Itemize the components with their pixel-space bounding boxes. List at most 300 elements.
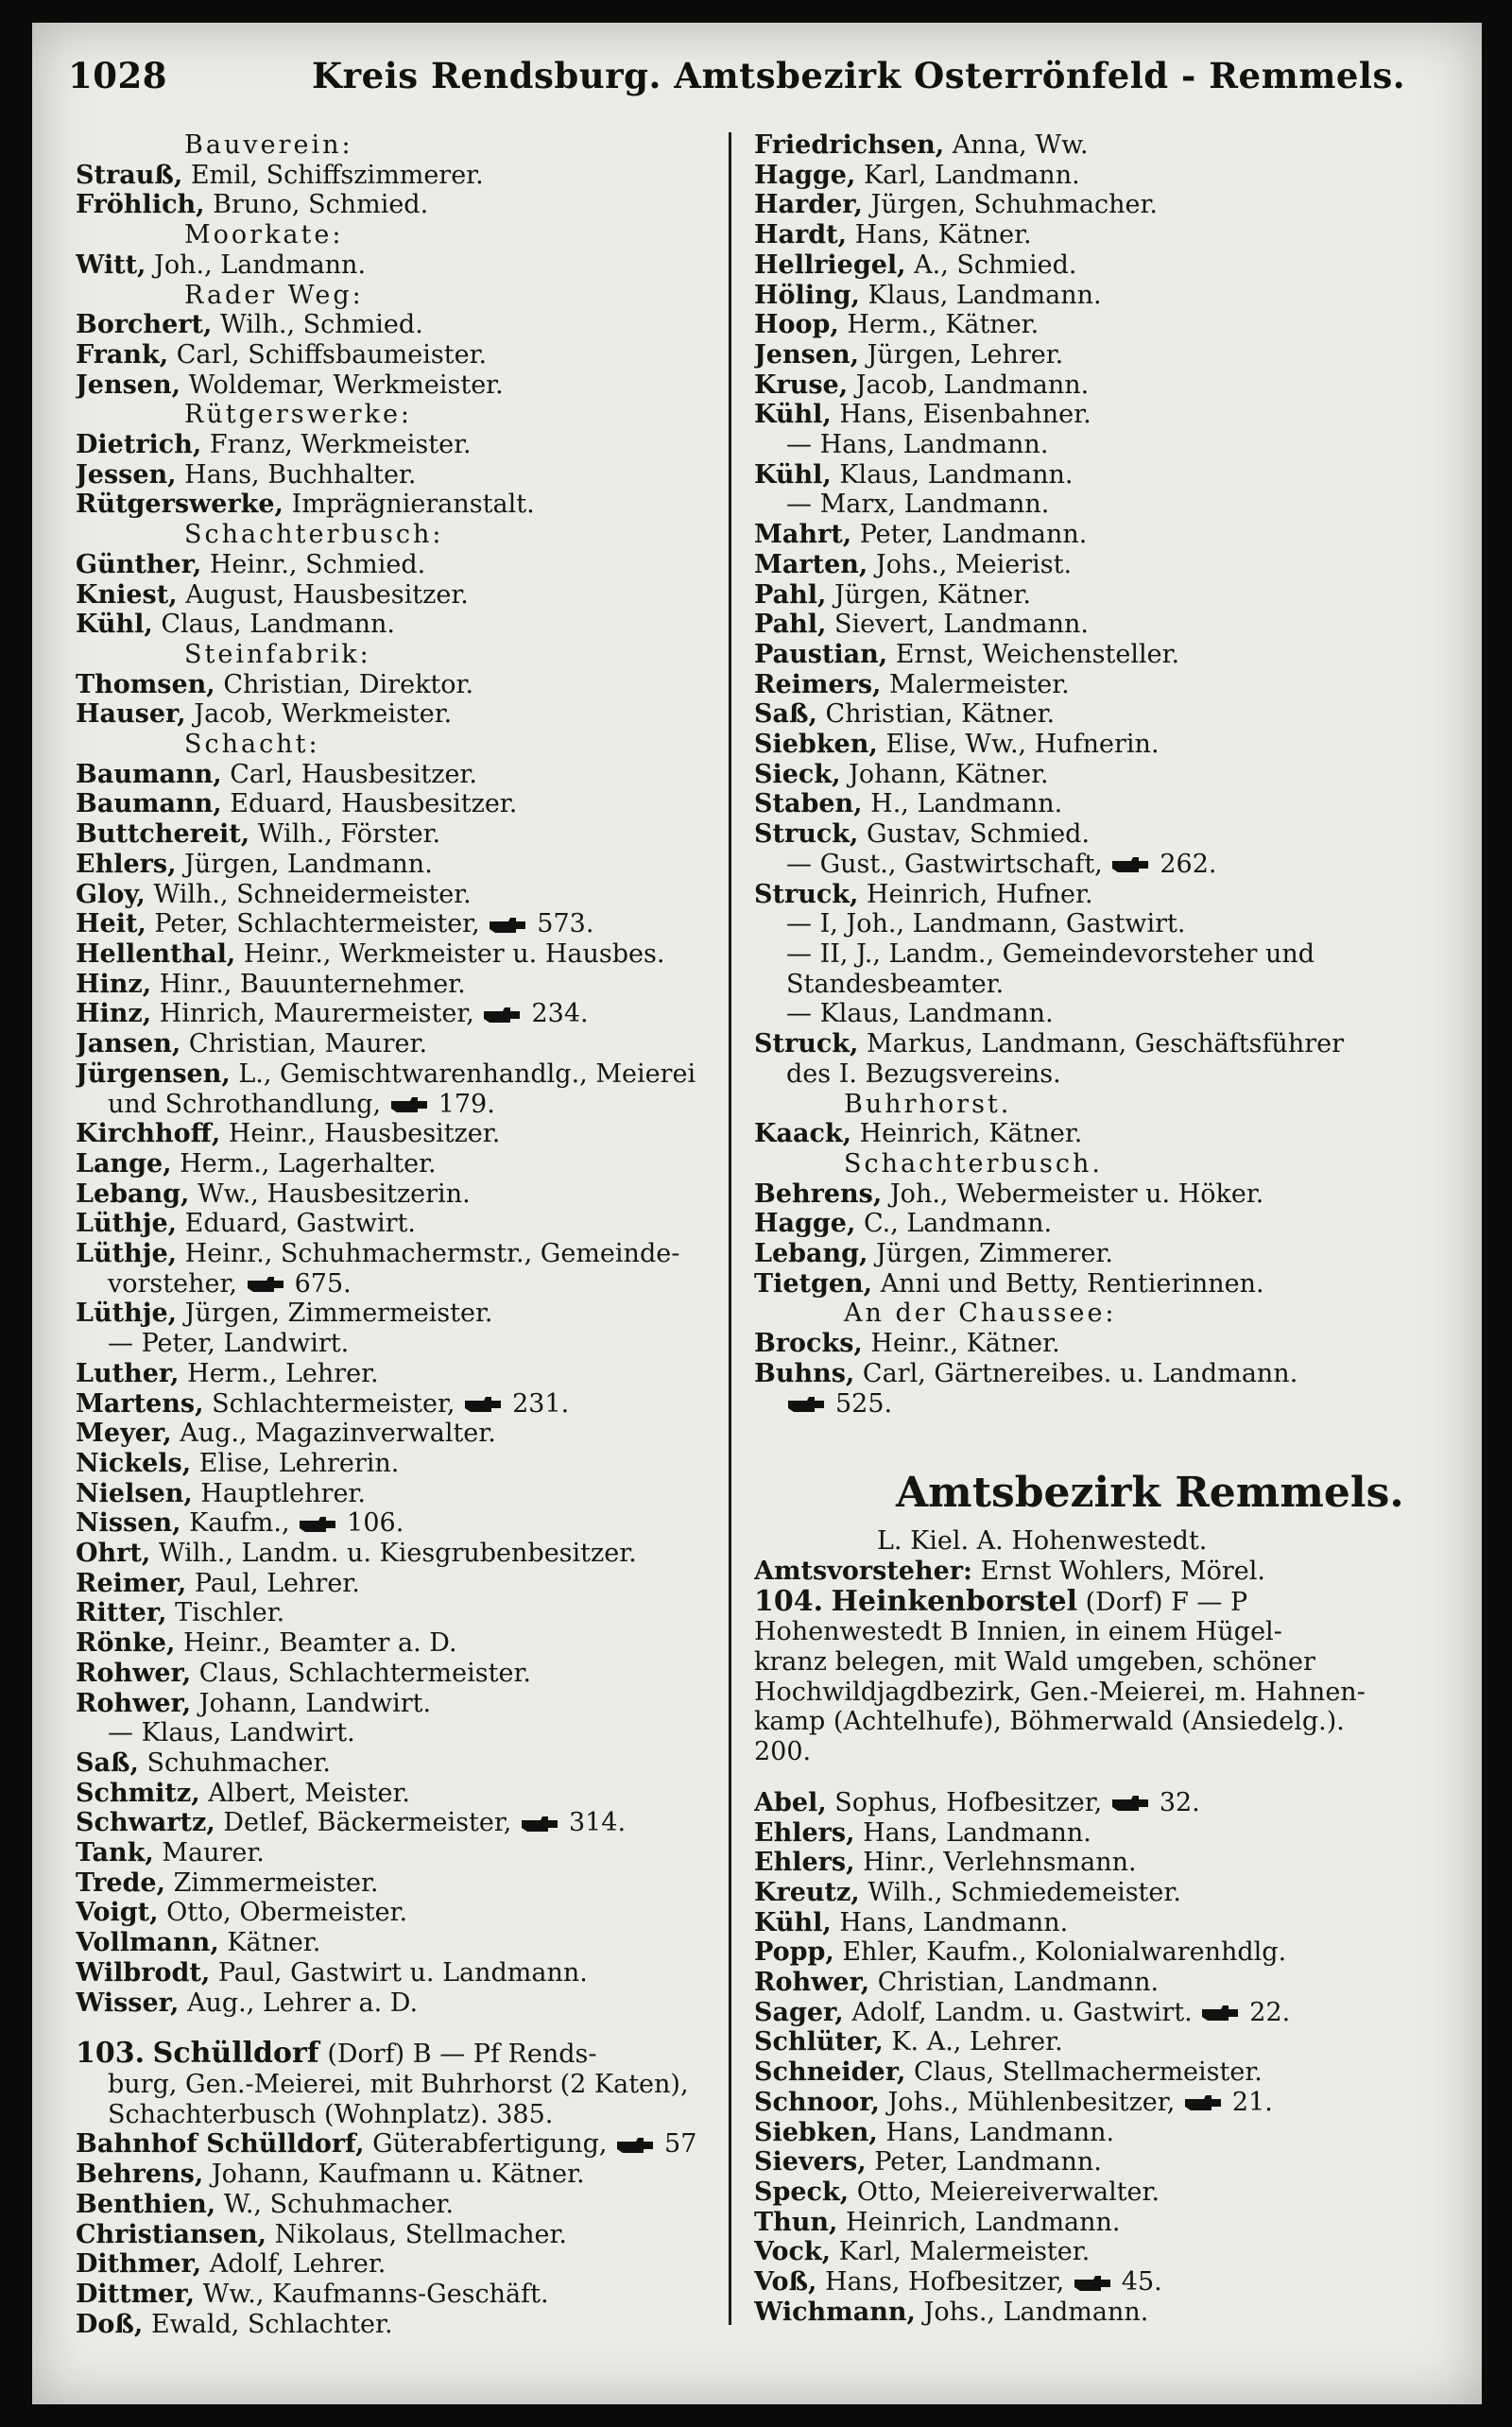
entry-name: Mahrt, — [754, 520, 852, 550]
entry-name: Hauser, — [76, 699, 186, 730]
directory-entry — [76, 1598, 728, 1628]
entry-name: Kniest, — [76, 579, 178, 610]
entry-details: Herm., Lehrer. — [187, 1358, 379, 1388]
directory-entry — [754, 550, 1435, 580]
directory-entry — [754, 1617, 1435, 1647]
entry-details: Aug., Magazinverwalter. — [180, 1419, 496, 1449]
entry-details: Ww., Hausbesitzerin. — [198, 1179, 471, 1209]
entry-details: Herm., Kätner. — [847, 310, 1040, 340]
entry-name: Nickels, — [76, 1448, 192, 1478]
directory-entry — [76, 370, 728, 401]
directory-entry — [754, 610, 1435, 640]
entry-name: Dithmer, — [76, 2249, 202, 2280]
entry-details: Jacob, Landmann. — [855, 370, 1090, 400]
entry-name: Reimer, — [76, 1568, 187, 1598]
entry-details: Hinr., Bauunternehmer. — [159, 969, 466, 999]
entry-name: Voß, — [754, 2267, 817, 2298]
entry-details: Adolf, Landm. u. Gastwirt. — [851, 1997, 1193, 2027]
telephone-hand-icon — [482, 1006, 522, 1024]
directory-entry — [754, 220, 1435, 250]
entry-details: Elise, Lehrerin. — [198, 1448, 400, 1478]
telephone-hand-icon — [463, 1395, 503, 1414]
entry-details: Bruno, Schmied. — [213, 190, 429, 220]
entry-details: 200. — [754, 1737, 812, 1767]
entry-details: Paul, Lehrer. — [194, 1568, 360, 1598]
page-number: 1028 — [68, 55, 167, 96]
directory-entry — [754, 1707, 1435, 1737]
entry-details: Hans, Landmann. — [839, 1907, 1069, 1937]
entry-details: Joh., Landmann. — [154, 250, 367, 280]
entry-name: Gloy, — [76, 879, 146, 909]
directory-entry — [76, 1868, 728, 1899]
directory-entry — [76, 880, 728, 910]
entry-name: Staben, — [754, 789, 863, 819]
entry-name: Sieck, — [754, 759, 841, 789]
district-info: L. Kiel. A. Hohenwestedt. — [877, 1526, 1208, 1557]
entry-name: Trede, — [76, 1868, 165, 1898]
directory-entry — [76, 760, 728, 790]
entry-details: Tischler. — [175, 1598, 285, 1628]
entry-details: H., Landmann. — [870, 789, 1063, 819]
directory-entry — [754, 880, 1435, 910]
entry-details: Maurer. — [162, 1838, 265, 1868]
entry-name: Kreutz, — [754, 1877, 860, 1907]
entry-name: Dittmer, — [76, 2279, 196, 2309]
entry-details: — II, J., Landm., Gemeindevorsteher und — [786, 938, 1315, 969]
entry-name: Ohrt, — [76, 1539, 151, 1569]
entry-name: Sager, — [754, 1997, 844, 2027]
directory-entry — [754, 2267, 1435, 2298]
entry-name: Martens, — [76, 1388, 204, 1419]
entry-name: Jensen, — [754, 339, 859, 370]
directory-entry — [754, 2088, 1435, 2118]
phone-number: 32. — [1159, 1787, 1200, 1817]
entry-details: Christian, Kätner. — [825, 699, 1056, 730]
directory-entry — [754, 789, 1435, 819]
village-entry — [76, 2039, 728, 2070]
entry-name: Rütgerswerke, — [76, 490, 284, 520]
entry-details: Claus, Stellmachermeister. — [913, 2057, 1263, 2088]
telephone-hand-icon — [1110, 1794, 1150, 1813]
entry-details: — I, Joh., Landmann, Gastwirt. — [786, 909, 1186, 939]
directory-entry — [76, 190, 728, 220]
directory-entry — [76, 2129, 728, 2160]
directory-entry — [754, 310, 1435, 340]
directory-entry — [754, 999, 1435, 1029]
directory-entry — [754, 1119, 1435, 1149]
entry-name: Jensen, — [76, 370, 180, 400]
phone-number: 106. — [347, 1508, 404, 1539]
entry-details: Johann, Landwirt. — [198, 1688, 432, 1718]
entry-details: Jürgen, Lehrer. — [867, 339, 1064, 370]
phone-number: 21. — [1231, 2087, 1273, 2117]
entry-name: Siebken, — [754, 730, 878, 760]
directory-entry — [754, 340, 1435, 370]
directory-entry — [754, 1209, 1435, 1239]
entry-name: Christiansen, — [76, 2219, 267, 2249]
entry-name: Saß, — [754, 699, 817, 730]
entry-details: Peter, Landmann. — [859, 520, 1088, 550]
directory-entry — [76, 1389, 728, 1420]
directory-entry — [76, 2070, 728, 2100]
entry-details: Heinr., Schuhmachermstr., Gemeinde- — [184, 1239, 680, 1269]
street-heading: Schachterbusch. — [844, 1148, 1103, 1179]
directory-entry — [76, 1779, 728, 1809]
directory-entry — [76, 1149, 728, 1179]
directory-entry — [76, 1988, 728, 2019]
entry-details: Carl, Hausbesitzer. — [230, 759, 477, 789]
directory-entry — [76, 2100, 728, 2130]
phone-number: 231. — [512, 1388, 570, 1419]
entry-name: Struck, — [754, 1029, 859, 1059]
entry-name: Schwartz, — [76, 1808, 215, 1838]
entry-name: Lebang, — [754, 1239, 868, 1269]
directory-entry — [754, 1269, 1435, 1300]
entry-name: Vollmann, — [76, 1928, 219, 1958]
entry-details: Johs., Landmann. — [923, 2297, 1149, 2327]
entry-name: Kaack, — [754, 1119, 852, 1149]
directory-entry — [76, 310, 728, 340]
directory-entry — [754, 400, 1435, 430]
entry-details: Paul, Gastwirt u. Landmann. — [217, 1957, 588, 1988]
directory-entry — [76, 819, 728, 850]
entry-details: Hans, Landmann. — [885, 2117, 1115, 2147]
entry-name: Luther, — [76, 1358, 180, 1388]
directory-entry — [76, 1209, 728, 1239]
directory-entry — [76, 1748, 728, 1779]
telephone-hand-icon — [389, 1095, 429, 1114]
entry-details: — Klaus, Landwirt. — [108, 1718, 355, 1748]
phone-number: 525. — [835, 1388, 893, 1419]
directory-entry — [76, 999, 728, 1029]
entry-name: Jessen, — [76, 459, 177, 490]
entry-name: Wichmann, — [754, 2297, 916, 2327]
entry-details: A., Schmied. — [914, 250, 1077, 280]
entry-details: Johann, Kaufmann u. Kätner. — [211, 2160, 585, 2190]
directory-entry — [76, 1689, 728, 1719]
entry-name: Hoop, — [754, 310, 839, 340]
entry-details: Hohenwestedt B Innien, in einem Hügel- — [754, 1617, 1282, 1647]
entry-name: Vock, — [754, 2237, 832, 2267]
directory-entry — [76, 1628, 728, 1659]
telephone-hand-icon — [615, 2136, 655, 2155]
entry-name: Hagge, — [754, 160, 856, 190]
entry-name: Schlüter, — [754, 2027, 884, 2057]
phone-number: 573. — [537, 909, 594, 939]
directory-entry — [76, 1329, 728, 1359]
entry-name: Günther, — [76, 549, 202, 579]
directory-entry — [76, 1928, 728, 1958]
entry-details: Heinr., Hausbesitzer. — [228, 1119, 501, 1149]
entry-details: W., Schuhmacher. — [223, 2189, 455, 2219]
directory-entry — [76, 1718, 728, 1748]
directory-entry — [754, 1848, 1435, 1878]
entry-details: Jürgen, Kätner. — [833, 579, 1031, 610]
directory-entry — [76, 1479, 728, 1509]
directory-entry — [754, 1998, 1435, 2028]
directory-entry — [76, 699, 728, 730]
entry-details: Claus, Landmann. — [161, 610, 395, 640]
telephone-hand-icon — [298, 1515, 337, 1534]
phone-number: 45. — [1121, 2267, 1162, 2298]
section-heading: Amtsbezirk Remmels. — [896, 1469, 1404, 1518]
directory-entry — [754, 281, 1435, 311]
entry-name: Doß, — [76, 2309, 144, 2339]
entry-details: K. A., Lehrer. — [891, 2027, 1063, 2057]
entry-name: Kühl, — [754, 400, 832, 430]
entry-name: Hagge, — [754, 1209, 856, 1239]
entry-details: Heinr., Beamter a. D. — [182, 1628, 457, 1659]
entry-details: Peter, Schlachtermeister, — [154, 909, 480, 939]
directory-entry — [76, 250, 728, 281]
entry-name: Tank, — [76, 1838, 154, 1868]
entry-name: Ehlers, — [754, 1817, 855, 1848]
entry-details: Heinr., Kätner. — [870, 1329, 1060, 1359]
entry-details: Hochwildjagdbezirk, Gen.-Meierei, m. Hahnen- — [754, 1677, 1366, 1707]
street-heading: Moorkate: — [184, 220, 344, 250]
directory-entry — [754, 2147, 1435, 2177]
left-column — [76, 130, 728, 2339]
directory-entry — [754, 1878, 1435, 1908]
directory-entry — [754, 430, 1435, 460]
telephone-hand-icon — [1110, 855, 1150, 874]
entry-name: Schmitz, — [76, 1778, 200, 1808]
entry-details: Imprägnieranstalt. — [291, 490, 535, 520]
spacer — [76, 2018, 728, 2039]
entry-name: Behrens, — [76, 2160, 204, 2190]
phone-number: 57 — [664, 2129, 697, 2160]
entry-details: Zimmermeister. — [173, 1868, 379, 1898]
directory-entry — [76, 1508, 728, 1539]
entry-details: Schlachtermeister, — [212, 1388, 455, 1419]
entry-details: Jürgen, Schuhmacher. — [870, 190, 1158, 220]
entry-name: Dietrich, — [76, 430, 202, 460]
entry-details: Malermeister. — [889, 669, 1070, 699]
directory-entry — [76, 1269, 728, 1300]
entry-details: — Peter, Landwirt. — [108, 1329, 350, 1359]
entry-name: Ritter, — [76, 1598, 167, 1628]
entry-details: Nikolaus, Stellmacher. — [274, 2219, 567, 2249]
column-divider — [729, 132, 731, 2325]
entry-details: Sophus, Hofbesitzer, — [834, 1787, 1103, 1817]
phone-number: 314. — [568, 1808, 627, 1838]
entry-details: Jürgen, Zimmerer. — [876, 1239, 1113, 1269]
village-number: 103. — [76, 2039, 146, 2070]
directory-entry — [76, 1659, 728, 1689]
entry-details: Albert, Meister. — [208, 1778, 410, 1808]
entry-details: Christian, Direktor. — [223, 669, 474, 699]
entry-details: Heinr., Schmied. — [209, 549, 426, 579]
village-description: (Dorf) F — P — [1085, 1587, 1248, 1617]
directory-entry — [76, 1539, 728, 1569]
entry-name: Strauß, — [76, 160, 183, 190]
entry-details: Heinr., Werkmeister u. Hausbes. — [243, 938, 665, 969]
entry-details: Elise, Ww., Hufnerin. — [885, 730, 1160, 760]
entry-details: Peter, Landmann. — [874, 2147, 1102, 2177]
directory-entry — [754, 130, 1435, 161]
village-name: Schülldorf — [152, 2039, 319, 2070]
directory-entry — [754, 1359, 1435, 1389]
directory-entry — [76, 2160, 728, 2190]
entry-details: Gustav, Schmied. — [866, 819, 1091, 850]
entry-name: Ehlers, — [754, 1848, 855, 1878]
entry-details: Jürgen, Zimmermeister. — [184, 1299, 493, 1329]
street-heading: Schachterbusch: — [184, 520, 444, 550]
entry-name: Baumann, — [76, 789, 222, 819]
entry-name: Lange, — [76, 1148, 172, 1179]
telephone-hand-icon — [488, 916, 527, 935]
entry-details: Claus, Schlachtermeister. — [198, 1658, 531, 1688]
directory-entry — [754, 580, 1435, 611]
directory-entry — [76, 970, 728, 1000]
directory-entry — [754, 970, 1435, 1000]
entry-name: Wilbrodt, — [76, 1957, 211, 1988]
street-heading: Buhrhorst. — [844, 1089, 1012, 1119]
telephone-hand-icon — [1183, 2093, 1223, 2112]
entry-name: Kühl, — [76, 610, 153, 640]
entry-name: Frank, — [76, 339, 169, 370]
entry-name: Rohwer, — [754, 1968, 870, 1998]
entry-name: Nissen, — [76, 1508, 181, 1539]
entry-details: Franz, Werkmeister. — [209, 430, 472, 460]
directory-entry — [754, 1029, 1435, 1059]
entry-details: — Marx, Landmann. — [786, 490, 1050, 520]
directory-entry — [76, 2310, 728, 2340]
directory-entry — [754, 1389, 1435, 1420]
entry-name: Meyer, — [76, 1419, 172, 1449]
page-header — [68, 55, 1467, 108]
entry-name: Heit, — [76, 909, 146, 939]
entry-name: Kruse, — [754, 370, 849, 400]
entry-details: Hans, Eisenbahner. — [839, 400, 1091, 430]
entry-details: Anna, Ww. — [952, 130, 1089, 160]
entry-details: Christian, Maurer. — [188, 1029, 428, 1059]
directory-entry — [76, 2249, 728, 2280]
entry-details: Kaufm., — [189, 1508, 290, 1539]
entry-details: C., Landmann. — [863, 1209, 1053, 1239]
directory-entry — [76, 1299, 728, 1329]
entry-name: Hellenthal, — [76, 938, 236, 969]
directory-entry — [754, 520, 1435, 550]
entry-details: Jürgen, Landmann. — [184, 849, 433, 879]
directory-entry — [76, 1059, 728, 1090]
entry-name: Thun, — [754, 2207, 838, 2237]
entry-details: Hans, Landmann. — [863, 1817, 1091, 1848]
entry-details: Otto, Meiereiverwalter. — [856, 2177, 1160, 2207]
directory-entry — [76, 2190, 728, 2220]
street-heading: Bauverein: — [184, 130, 353, 160]
entry-name: Behrens, — [754, 1179, 883, 1209]
entry-name: Abel, — [754, 1787, 827, 1817]
entry-details: Johs., Mühlenbesitzer, — [887, 2087, 1176, 2117]
entry-details: Ernst Wohlers, Mörel. — [980, 1556, 1265, 1586]
entry-details: Schachterbusch (Wohnplatz). 385. — [108, 2099, 554, 2129]
entry-details: Hauptlehrer. — [200, 1478, 366, 1508]
spacer — [754, 1767, 1435, 1788]
street-heading: An der Chaussee: — [844, 1299, 1117, 1329]
entry-details: Heinrich, Landmann. — [845, 2207, 1121, 2237]
entry-details: — Klaus, Landmann. — [786, 999, 1054, 1029]
entry-details: Johann, Kätner. — [849, 759, 1049, 789]
entry-details: Heinrich, Kätner. — [859, 1119, 1083, 1149]
entry-details: Wilh., Schmied. — [220, 310, 423, 340]
directory-entry — [754, 2177, 1435, 2208]
entry-details: burg, Gen.-Meierei, mit Buhrhorst (2 Katen), — [108, 2070, 689, 2099]
entry-name: Schnoor, — [754, 2087, 880, 2117]
directory-entry — [76, 580, 728, 611]
directory-entry — [754, 2298, 1435, 2328]
entry-details: Schuhmacher. — [146, 1747, 332, 1778]
entry-details: Eduard, Gastwirt. — [184, 1209, 416, 1239]
directory-entry — [76, 1958, 728, 1988]
entry-name: Höling, — [754, 280, 860, 310]
directory-entry — [76, 1419, 728, 1449]
entry-details: Christian, Landmann. — [877, 1968, 1160, 1998]
directory-entry — [754, 1647, 1435, 1678]
entry-details: Wilh., Förster. — [257, 819, 441, 850]
directory-entry — [754, 640, 1435, 670]
directory-entry — [76, 1359, 728, 1389]
entry-name: Hinz, — [76, 969, 152, 999]
directory-entry — [754, 2118, 1435, 2148]
street-heading: Steinfabrik: — [184, 639, 371, 669]
entry-name: Witt, — [76, 250, 146, 280]
directory-entry — [754, 909, 1435, 939]
telephone-hand-icon — [520, 1815, 559, 1833]
entry-name: Saß, — [76, 1747, 139, 1778]
directory-entry — [76, 430, 728, 460]
entry-details: Hans, Hofbesitzer, — [825, 2267, 1065, 2298]
entry-name: Thomsen, — [76, 669, 215, 699]
entry-name: Hellriegel, — [754, 250, 906, 280]
entry-name: Friedrichsen, — [754, 130, 945, 160]
entry-name: Buttchereit, — [76, 819, 250, 850]
directory-entry — [754, 760, 1435, 790]
right-column — [754, 130, 1435, 2328]
phone-number: 675. — [294, 1268, 352, 1299]
entry-details: vorsteher, — [108, 1268, 237, 1299]
entry-details: Heinrich, Hufner. — [866, 879, 1093, 909]
street-heading: Rader Weg: — [184, 280, 364, 310]
entry-name: Rönke, — [76, 1628, 176, 1659]
entry-name: Pahl, — [754, 610, 827, 640]
entry-name: Fröhlich, — [76, 190, 205, 220]
entry-details: Detlef, Bäckermeister, — [223, 1808, 512, 1838]
entry-details: L., Gemischtwarenhandlg., Meierei — [238, 1059, 696, 1089]
phone-number: 262. — [1160, 849, 1217, 879]
entry-details: Wilh., Schneidermeister. — [153, 879, 472, 909]
directory-entry — [76, 939, 728, 970]
directory-entry — [754, 190, 1435, 220]
entry-details: Hans, Kätner. — [854, 220, 1032, 250]
phone-number: 179. — [438, 1089, 495, 1119]
entry-name: Brocks, — [754, 1329, 863, 1359]
directory-entry — [754, 699, 1435, 730]
directory-entry — [754, 2057, 1435, 2088]
entry-name: Nielsen, — [76, 1478, 193, 1508]
directory-entry — [754, 1908, 1435, 1938]
entry-details: Carl, Schiffsbaumeister. — [176, 339, 488, 370]
directory-entry — [76, 2220, 728, 2250]
directory-entry — [754, 1239, 1435, 1269]
street-heading: Schacht: — [184, 730, 320, 760]
directory-entry — [754, 1788, 1435, 1818]
entry-name: Tietgen, — [754, 1268, 873, 1299]
entry-details: Markus, Landmann, Geschäftsführer — [866, 1029, 1345, 1059]
entry-name: Kirchhoff, — [76, 1119, 221, 1149]
directory-entry — [76, 1239, 728, 1269]
entry-details: Woldemar, Werkmeister. — [188, 370, 504, 400]
